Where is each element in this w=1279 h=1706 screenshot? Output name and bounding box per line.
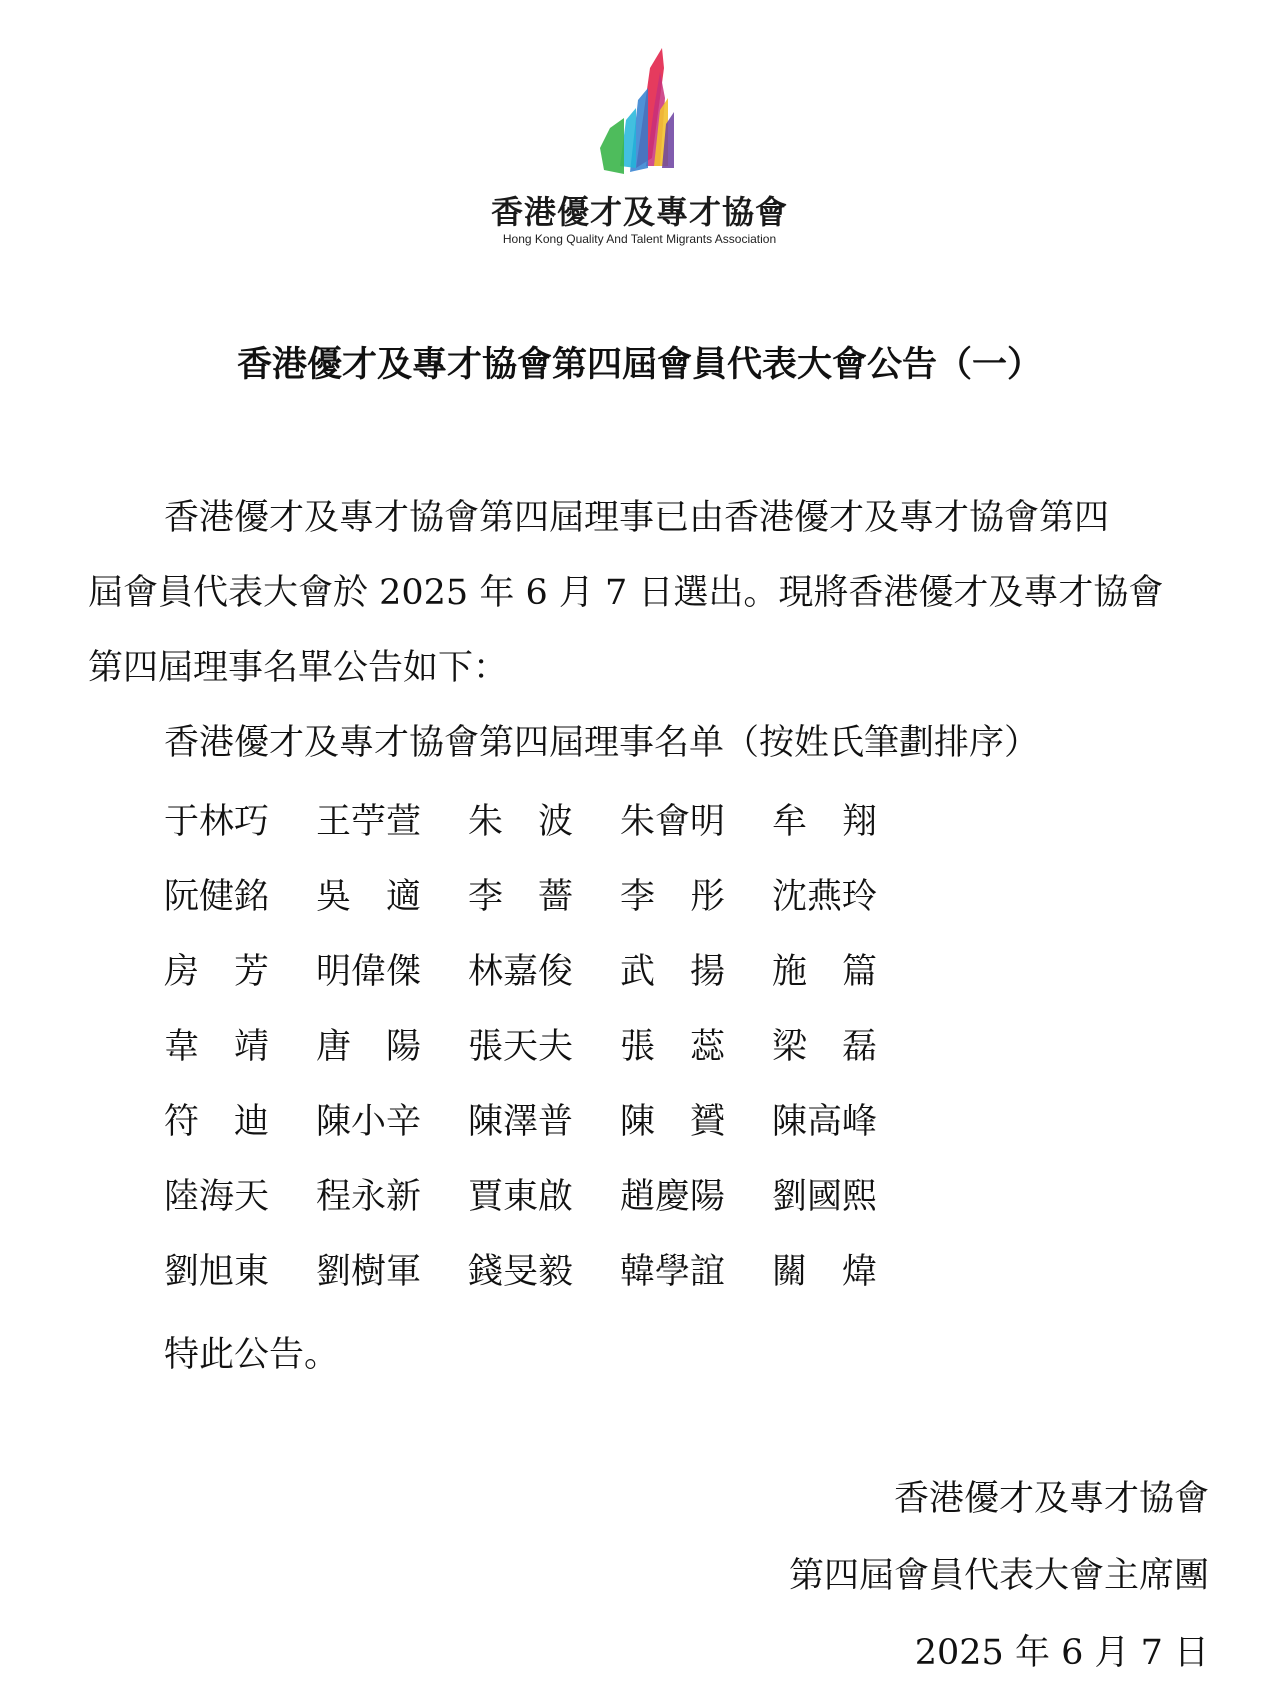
names-row bbox=[164, 856, 924, 931]
director-name: 王苧萱 bbox=[316, 801, 422, 842]
director-name: 李 薔 bbox=[468, 876, 574, 917]
director-name: 張 蕊 bbox=[620, 1026, 726, 1067]
paragraph-line: 香港優才及專才協會第四屆理事已由香港優才及專才協會第四 bbox=[164, 498, 1110, 538]
director-name: 阮健銘 bbox=[164, 876, 270, 917]
signature-date: 2025 年 6 月 7 日 bbox=[914, 1633, 1209, 1673]
director-name: 陸海天 bbox=[164, 1176, 270, 1217]
director-name: 關 煒 bbox=[772, 1251, 878, 1292]
director-name: 房 芳 bbox=[164, 951, 270, 992]
director-name: 韓學誼 bbox=[620, 1251, 726, 1292]
names-row bbox=[164, 931, 924, 1006]
director-name: 武 揚 bbox=[620, 951, 726, 992]
director-name: 陳小辛 bbox=[316, 1101, 422, 1142]
director-name: 朱會明 bbox=[620, 801, 726, 842]
director-name: 唐 陽 bbox=[316, 1026, 422, 1067]
director-name: 吳 適 bbox=[316, 876, 422, 917]
director-name: 趙慶陽 bbox=[620, 1176, 726, 1217]
director-name: 牟 翔 bbox=[772, 801, 878, 842]
signature-organization: 香港優才及專才協會 bbox=[893, 1479, 1209, 1519]
director-name: 陳高峰 bbox=[772, 1101, 878, 1142]
director-name: 陳 贇 bbox=[620, 1101, 726, 1142]
list-title: 香港優才及專才協會第四屆理事名单（按姓氏筆劃排序） bbox=[164, 723, 1040, 763]
director-name: 李 彤 bbox=[620, 876, 726, 917]
director-name: 施 篇 bbox=[772, 951, 878, 992]
director-name: 劉樹軍 bbox=[316, 1251, 422, 1292]
director-name: 錢旻毅 bbox=[468, 1251, 574, 1292]
director-names-table bbox=[164, 781, 924, 1306]
director-name: 明偉傑 bbox=[316, 951, 422, 992]
director-name: 劉旭東 bbox=[164, 1251, 270, 1292]
logo-mark-icon bbox=[590, 48, 690, 188]
director-name: 程永新 bbox=[316, 1176, 422, 1217]
paragraph-line: 第四屆理事名單公告如下： bbox=[88, 648, 509, 688]
signature-body: 第四屆會員代表大會主席團 bbox=[788, 1556, 1209, 1596]
director-name: 劉國熙 bbox=[772, 1176, 878, 1217]
director-name: 朱 波 bbox=[468, 801, 574, 842]
director-name: 沈燕玲 bbox=[772, 876, 878, 917]
names-row bbox=[164, 1006, 924, 1081]
names-row bbox=[164, 1156, 924, 1231]
names-row bbox=[164, 1231, 924, 1306]
director-name: 符 迪 bbox=[164, 1101, 270, 1142]
association-logo bbox=[0, 48, 1279, 246]
names-row bbox=[164, 781, 924, 856]
director-name: 陳澤普 bbox=[468, 1101, 574, 1142]
director-name: 林嘉俊 bbox=[468, 951, 574, 992]
page-title: 香港優才及專才協會第四屆會員代表大會公告（一） bbox=[236, 344, 1042, 385]
director-name: 韋 靖 bbox=[164, 1026, 270, 1067]
announcement-paragraph bbox=[88, 481, 1208, 706]
names-row bbox=[164, 1081, 924, 1156]
logo-name-english: Hong Kong Quality And Talent Migrants Association bbox=[502, 232, 777, 246]
closing-statement: 特此公告。 bbox=[164, 1335, 340, 1375]
director-name: 于林巧 bbox=[164, 801, 270, 842]
paragraph-line: 屆會員代表大會於 2025 年 6 月 7 日選出。現將香港優才及專才協會 bbox=[88, 573, 1164, 613]
director-name: 梁 磊 bbox=[772, 1026, 878, 1067]
logo-name-chinese: 香港優才及專才協會 bbox=[490, 193, 788, 231]
director-name: 張天夫 bbox=[468, 1026, 574, 1067]
director-name: 賈東啟 bbox=[468, 1176, 574, 1217]
